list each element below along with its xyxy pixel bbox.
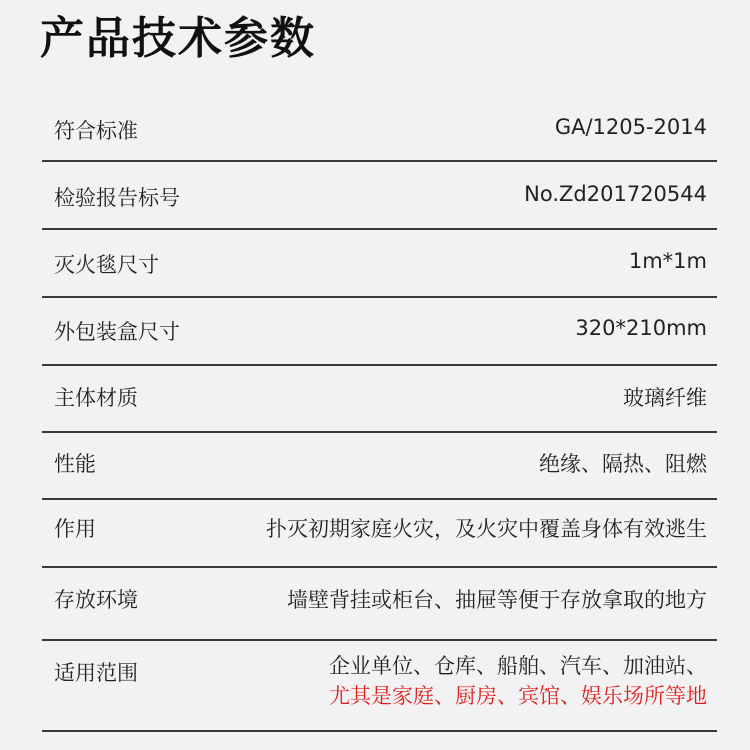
spec-row-box-size	[42, 298, 717, 366]
spec-row-storage	[42, 568, 717, 641]
spec-value: 绝缘、隔热、阻燃	[539, 452, 707, 476]
spec-value-highlight-line: 尤其是家庭、厨房、宾馆、娱乐场所等地	[329, 684, 707, 708]
spec-value: 玻璃纤维	[623, 386, 707, 410]
spec-label: 作用	[54, 517, 96, 541]
spec-label: 检验报告标号	[54, 186, 180, 210]
spec-value: GA/1205-2014	[554, 115, 707, 139]
spec-label: 适用范围	[54, 661, 138, 685]
spec-label: 性能	[54, 452, 96, 476]
spec-label: 存放环境	[54, 588, 138, 612]
spec-row-performance	[42, 433, 717, 500]
spec-label: 外包装盒尺寸	[54, 320, 180, 344]
spec-label: 灭火毯尺寸	[54, 253, 159, 277]
spec-value: 墙壁背挂或柜台、抽屉等便于存放拿取的地方	[287, 588, 707, 612]
spec-row-material	[42, 366, 717, 433]
page-title: 产品技术参数	[40, 13, 316, 64]
spec-value: 1m*1m	[628, 249, 707, 273]
spec-row-blanket-size	[42, 230, 717, 298]
spec-label: 符合标准	[54, 119, 138, 143]
spec-label: 主体材质	[54, 386, 138, 410]
spec-value: 320*210mm	[575, 316, 707, 340]
spec-row-report-number	[42, 162, 717, 230]
spec-row-function	[42, 500, 717, 568]
spec-row-standard	[42, 95, 717, 162]
spec-value-line: 企业单位、仓库、船舶、汽车、加油站、	[329, 654, 707, 678]
spec-row-application	[42, 641, 717, 732]
spec-value	[329, 651, 707, 711]
spec-value: 扑灭初期家庭火灾，及火灾中覆盖身体有效逃生	[266, 517, 707, 541]
spec-value: No.Zd201720544	[524, 182, 707, 206]
